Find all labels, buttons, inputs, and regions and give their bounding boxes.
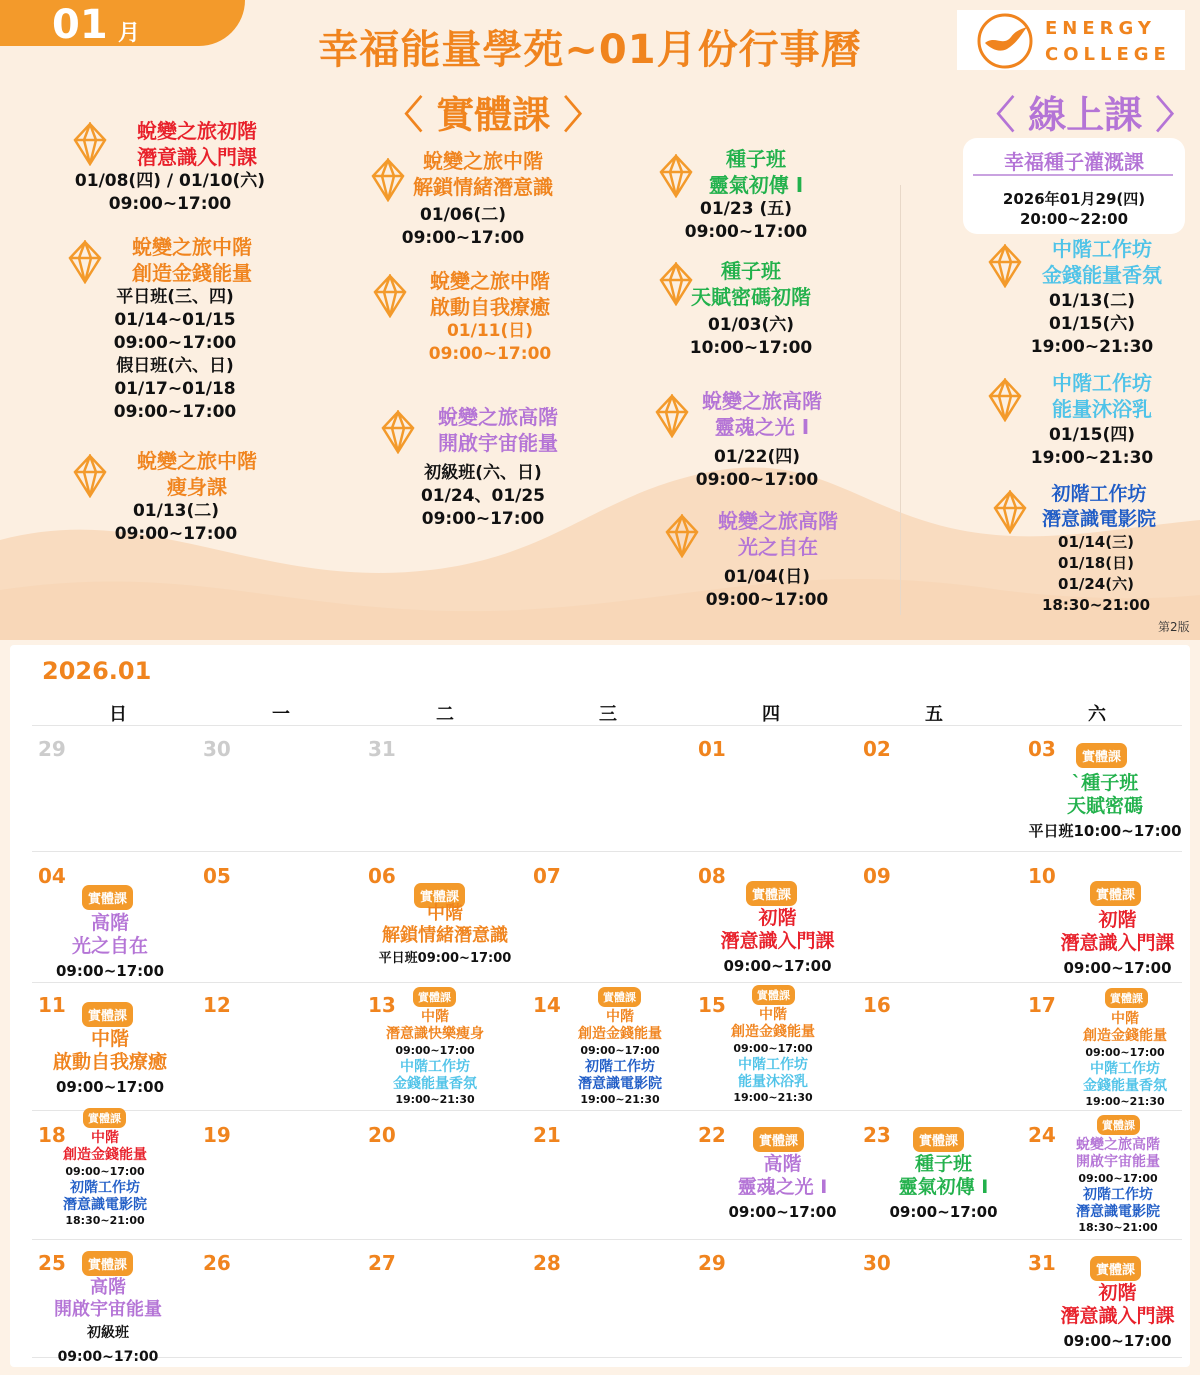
course-line: 01/17~01/18: [114, 379, 236, 399]
calendar-event[interactable]: [715, 1153, 850, 1225]
event-subtitle: 光之自在: [71, 935, 148, 957]
course-line: 01/15(四): [1048, 425, 1136, 445]
course-line: 01/24(六): [1058, 575, 1134, 593]
course-line: 19:00~21:30: [1030, 448, 1154, 468]
event-title: 高階: [763, 1153, 802, 1175]
weekday-tue: 二: [436, 704, 454, 725]
event-subtitle: 創造金錢能量: [731, 1024, 815, 1040]
physical-class-badge: 實體課: [752, 985, 795, 1005]
day-number: 17: [1028, 993, 1056, 1017]
calendar-event[interactable]: [1060, 1011, 1190, 1109]
course-cinema-workshop: [990, 482, 1180, 616]
online-card-title: 幸福種子灌溉課: [1004, 150, 1144, 174]
event-title: 初階工作坊: [1083, 1187, 1153, 1203]
row-divider: [32, 1110, 1182, 1111]
course-date: 01/13(二): [132, 501, 220, 521]
event-title: 中階: [427, 903, 463, 924]
section-online-title: 〈 線上課 〉: [977, 93, 1194, 137]
course-slimming: [70, 448, 290, 546]
course-title-1: 蛻變之旅中階: [430, 269, 550, 293]
event-time: 09:00~17:00: [1078, 1172, 1158, 1185]
day-number: 31: [368, 737, 396, 761]
day-number: 30: [203, 737, 231, 761]
course-title-1: 蛻變之旅高階: [702, 389, 822, 413]
day-number: 01: [698, 737, 726, 761]
event-subtitle: 潛意識電影院: [1076, 1204, 1160, 1220]
month-number: 01: [52, 2, 108, 48]
calendar-event[interactable]: [1053, 1137, 1183, 1235]
course-title-1: 蛻變之旅中階: [137, 449, 257, 473]
physical-class-badge: 實體課: [1090, 1256, 1141, 1281]
day-number: 06: [368, 864, 396, 888]
course-date: 01/08(四) / 01/10(六): [74, 171, 266, 191]
calendar-event[interactable]: [876, 1153, 1011, 1225]
event-title: 初階工作坊: [70, 1180, 140, 1196]
day-number: 13: [368, 993, 396, 1017]
event-subtitle: 潛意識入門課: [1060, 1305, 1175, 1327]
day-number: 02: [863, 737, 891, 761]
calendar-event[interactable]: [1020, 772, 1190, 844]
course-time: 09:00~17:00: [695, 470, 819, 490]
calendar-event[interactable]: [370, 1009, 500, 1107]
course-beginner-subconscious: [70, 118, 290, 216]
course-aroma-workshop: [985, 236, 1185, 359]
diamond-icon: [370, 158, 406, 202]
course-bodywash-workshop: [985, 370, 1185, 470]
event-subtitle: 潛意識電影院: [578, 1076, 662, 1092]
course-line: 01/24、01/25: [420, 486, 546, 506]
day-number: 28: [533, 1251, 561, 1275]
event-time: 19:00~21:30: [395, 1093, 475, 1106]
logo-text-energy: ENERGY: [1045, 18, 1156, 39]
day-number: 03: [1028, 737, 1056, 761]
course-title-2: 天賦密碼初階: [691, 285, 811, 309]
event-time: 09:00~17:00: [889, 1203, 998, 1221]
course-title-2: 瘦身課: [167, 475, 227, 499]
course-date: 01/03(六): [707, 315, 795, 335]
event-subtitle: 解鎖情緒潛意識: [382, 925, 508, 946]
physical-class-badge: 實體課: [414, 883, 465, 908]
version-label: 第2版: [1158, 620, 1190, 634]
physical-class-badge: 實體課: [83, 1108, 126, 1128]
course-title-1: 蛻變之旅中階: [423, 149, 543, 173]
day-number: 26: [203, 1251, 231, 1275]
course-reiki-1: [656, 146, 836, 244]
physical-class-badge: 實體課: [913, 1127, 964, 1152]
course-title-2: 開啟宇宙能量: [438, 431, 558, 455]
calendar-event[interactable]: [708, 1007, 838, 1105]
energy-college-logo: [957, 10, 1185, 70]
day-number: 29: [38, 737, 66, 761]
event-title: 中階工作坊: [738, 1057, 808, 1073]
course-line: 09:00~17:00: [113, 402, 237, 422]
day-number: 20: [368, 1123, 396, 1147]
day-number: 14: [533, 993, 561, 1017]
row-divider: [32, 1357, 1182, 1358]
course-title-1: 蛻變之旅初階: [137, 119, 257, 143]
event-time: 09:00~17:00: [395, 1044, 475, 1057]
physical-class-badge: 實體課: [1076, 743, 1127, 768]
event-subtitle: 金錢能量香氛: [1083, 1078, 1167, 1094]
event-title: 初階: [1098, 1282, 1137, 1304]
course-date: 01/23 (五): [700, 199, 792, 219]
event-title: 中階: [759, 1007, 787, 1023]
weekday-sun: 日: [109, 704, 127, 725]
weekday-sat: 六: [1088, 704, 1106, 725]
course-universe-energy: [378, 404, 588, 531]
event-time: 09:00~17:00: [65, 1165, 145, 1178]
event-title: `種子班: [1071, 772, 1139, 794]
online-card-date: 2026年01月29(四): [1002, 190, 1146, 208]
event-title: 中階: [606, 1009, 634, 1025]
diamond-icon: [664, 514, 700, 558]
online-card-time: 20:00~22:00: [1019, 210, 1129, 228]
course-time: 10:00~17:00: [689, 338, 813, 358]
event-time: 09:00~17:00: [1085, 1046, 1165, 1059]
day-number: 31: [1028, 1251, 1056, 1275]
physical-class-badge: 實體課: [1097, 1115, 1140, 1135]
event-subtitle: 金錢能量香氛: [393, 1076, 477, 1092]
event-title: 初階: [758, 907, 797, 929]
event-time: 09:00~17:00: [1063, 1332, 1172, 1350]
course-title-2: 解鎖情緒潛意識: [413, 175, 553, 199]
diamond-icon: [987, 378, 1023, 422]
event-time: 平日班09:00~17:00: [378, 951, 512, 966]
event-time: 19:00~21:30: [580, 1093, 660, 1106]
logo-text-college: COLLEGE: [1045, 44, 1171, 65]
calendar-event[interactable]: [365, 903, 525, 971]
course-title-2: 能量沐浴乳: [1052, 397, 1152, 421]
event-subtitle: 能量沐浴乳: [738, 1074, 808, 1090]
course-title-2: 金錢能量香氛: [1042, 263, 1162, 287]
course-line: 01/18(日): [1058, 554, 1134, 572]
event-title: 初階: [1098, 909, 1137, 931]
physical-class-badge: 實體課: [82, 1251, 133, 1276]
day-number: 18: [38, 1123, 66, 1147]
event-title: 中階: [91, 1130, 119, 1146]
course-line: 01/15(六): [1048, 314, 1136, 334]
event-time: 19:00~21:30: [1085, 1095, 1165, 1108]
course-title-2: 創造金錢能量: [132, 261, 252, 285]
course-line: 平日班(三、四): [116, 287, 234, 307]
day-number: 09: [863, 864, 891, 888]
section-divider: [900, 185, 901, 615]
course-title-2: 光之自在: [738, 535, 818, 559]
event-time: 初級班09:00~17:00: [57, 1325, 159, 1365]
row-divider: [32, 725, 1182, 726]
calendar-year-month: 2026.01: [42, 657, 152, 685]
event-subtitle: 創造金錢能量: [1083, 1028, 1167, 1044]
course-line: 19:00~21:30: [1030, 337, 1154, 357]
course-date: 01/06(二): [419, 205, 507, 225]
course-time: 09:00~17:00: [705, 590, 829, 610]
course-title-1: 中階工作坊: [1052, 237, 1152, 261]
day-number: 04: [38, 864, 66, 888]
page-title: 幸福能量學苑~01月份行事曆: [318, 27, 862, 73]
bird-logo-icon: [977, 13, 1033, 69]
day-number: 11: [38, 993, 66, 1017]
event-subtitle: 潛意識快樂瘦身: [386, 1026, 484, 1042]
diamond-icon: [658, 154, 694, 198]
course-line: 01/14~01/15: [114, 310, 236, 330]
event-time: 09:00~17:00: [728, 1203, 837, 1221]
course-line: 09:00~17:00: [421, 509, 545, 529]
event-title: 中階: [1111, 1011, 1139, 1027]
day-number: 25: [38, 1251, 66, 1275]
section-physical-title: 〈 實體課 〉: [385, 93, 602, 137]
online-card-underline: [973, 174, 1173, 176]
event-time: 09:00~17:00: [580, 1044, 660, 1057]
diamond-icon: [992, 490, 1028, 534]
physical-class-badge: 實體課: [1105, 988, 1148, 1008]
day-number: 07: [533, 864, 561, 888]
course-line: 初級班(六、日): [424, 463, 542, 483]
course-time: 09:00~17:00: [114, 524, 238, 544]
calendar-event[interactable]: [45, 1130, 165, 1228]
calendar-event[interactable]: [555, 1009, 685, 1107]
physical-class-badge: 實體課: [1090, 881, 1141, 906]
course-time: 09:00~17:00: [401, 228, 525, 248]
month-unit: 月: [118, 21, 141, 46]
course-self-healing: [370, 268, 580, 366]
course-line: 01/14(三): [1058, 533, 1134, 551]
event-time: 09:00~17:00: [55, 962, 165, 980]
course-title-1: 中階工作坊: [1052, 371, 1152, 395]
course-unlock-emotion: [368, 148, 568, 250]
physical-class-badge: 實體課: [753, 1127, 804, 1152]
diamond-icon: [987, 244, 1023, 288]
course-line: 01/13(二): [1048, 291, 1136, 311]
event-time: 09:00~17:00: [55, 1078, 165, 1096]
day-number: 29: [698, 1251, 726, 1275]
course-title-1: 蛻變之旅高階: [438, 405, 558, 429]
course-title-2: 潛意識電影院: [1041, 508, 1156, 530]
diamond-icon: [654, 394, 690, 438]
event-subtitle: 潛意識入門課: [720, 930, 835, 952]
weekday-mon: 一: [272, 704, 290, 725]
day-number: 08: [698, 864, 726, 888]
course-line: 09:00~17:00: [113, 333, 237, 353]
weekday-thu: 四: [762, 704, 780, 725]
course-date: 01/11(日): [446, 321, 534, 341]
event-subtitle: 潛意識電影院: [63, 1197, 147, 1213]
event-time: 09:00~17:00: [733, 1042, 813, 1055]
physical-class-badge: 實體課: [82, 1002, 133, 1027]
day-number: 19: [203, 1123, 231, 1147]
calendar-event[interactable]: [38, 1277, 178, 1369]
calendar-event[interactable]: [40, 1028, 180, 1100]
weekday-wed: 三: [599, 704, 617, 725]
online-featured-card: [963, 138, 1185, 234]
event-title: 中階工作坊: [400, 1059, 470, 1075]
course-time: 09:00~17:00: [428, 344, 552, 364]
calendar-event[interactable]: [1050, 1282, 1185, 1354]
course-title-2: 啟動自我療癒: [430, 295, 550, 319]
calendar: [10, 645, 1190, 1367]
event-title: 初階工作坊: [585, 1059, 655, 1075]
diamond-icon: [658, 262, 694, 306]
course-soul-light: [652, 388, 842, 492]
event-title: 蛻變之旅高階: [1076, 1137, 1160, 1153]
course-date: 01/04(日): [723, 567, 811, 587]
course-title-1: 種子班: [726, 147, 786, 171]
course-money-energy: [65, 234, 285, 424]
event-time: 平日班10:00~17:00: [1028, 822, 1182, 840]
diamond-icon: [372, 274, 408, 318]
course-title-1: 蛻變之旅高階: [718, 509, 838, 533]
day-number: 10: [1028, 864, 1056, 888]
day-number: 05: [203, 864, 231, 888]
physical-class-badge: 實體課: [598, 987, 641, 1007]
month-tab: [0, 0, 245, 46]
course-title-1: 蛻變之旅中階: [132, 235, 252, 259]
weekday-fri: 五: [925, 704, 943, 725]
physical-class-badge: 實體課: [82, 885, 133, 910]
day-number: 24: [1028, 1123, 1056, 1147]
event-subtitle: 開啟宇宙能量: [1076, 1154, 1160, 1170]
course-date: 01/22(四): [713, 447, 801, 467]
course-title-2: 潛意識入門課: [137, 145, 257, 169]
event-time: 18:30~21:00: [1078, 1221, 1158, 1234]
course-title-2: 靈魂之光 I: [714, 415, 810, 439]
event-time: 09:00~17:00: [723, 957, 832, 975]
course-time: 09:00~17:00: [684, 222, 808, 242]
event-title: 種子班: [914, 1153, 972, 1175]
event-subtitle: 創造金錢能量: [578, 1026, 662, 1042]
event-time: 19:00~21:30: [733, 1091, 813, 1104]
event-subtitle: 潛意識入門課: [1060, 932, 1175, 954]
course-light-freedom: [662, 508, 862, 612]
course-talent-code: [656, 258, 846, 360]
physical-class-badge: 實體課: [413, 987, 456, 1007]
day-number: 27: [368, 1251, 396, 1275]
day-number: 30: [863, 1251, 891, 1275]
event-subtitle: 啟動自我療癒: [52, 1051, 167, 1073]
event-title: 中階: [421, 1009, 449, 1025]
event-subtitle: 開啟宇宙能量: [54, 1299, 162, 1320]
event-time: 09:00~17:00: [1063, 959, 1172, 977]
event-time: 18:30~21:00: [65, 1214, 145, 1227]
course-title-1: 種子班: [721, 259, 781, 283]
event-title: 中階工作坊: [1090, 1061, 1160, 1077]
event-subtitle: 靈魂之光 I: [737, 1176, 828, 1198]
row-divider: [32, 982, 1182, 983]
course-line: 假日班(六、日): [116, 356, 234, 376]
day-number: 12: [203, 993, 231, 1017]
event-title: 高階: [90, 1277, 126, 1298]
course-time: 09:00~17:00: [108, 194, 232, 214]
calendar-event[interactable]: [710, 907, 845, 979]
event-subtitle: 創造金錢能量: [63, 1147, 147, 1163]
row-divider: [32, 1239, 1182, 1240]
row-divider: [32, 851, 1182, 852]
physical-class-badge: 實體課: [746, 881, 797, 906]
day-number: 21: [533, 1123, 561, 1147]
course-line: 18:30~21:00: [1041, 596, 1151, 614]
event-title: 高階: [90, 912, 129, 934]
course-title-2: 靈氣初傳 I: [708, 173, 804, 197]
diamond-icon: [380, 410, 416, 454]
calendar-event[interactable]: [1050, 909, 1185, 981]
event-title: 中階: [90, 1028, 129, 1050]
course-title-1: 初階工作坊: [1051, 483, 1147, 505]
diamond-icon: [72, 454, 108, 498]
day-number: 15: [698, 993, 726, 1017]
event-subtitle: 天賦密碼: [1066, 795, 1143, 817]
day-number: 23: [863, 1123, 891, 1147]
day-number: 22: [698, 1123, 726, 1147]
diamond-icon: [72, 122, 108, 166]
day-number: 16: [863, 993, 891, 1017]
diamond-icon: [67, 240, 103, 284]
calendar-event[interactable]: [40, 912, 180, 984]
event-subtitle: 靈氣初傳 I: [898, 1176, 989, 1198]
